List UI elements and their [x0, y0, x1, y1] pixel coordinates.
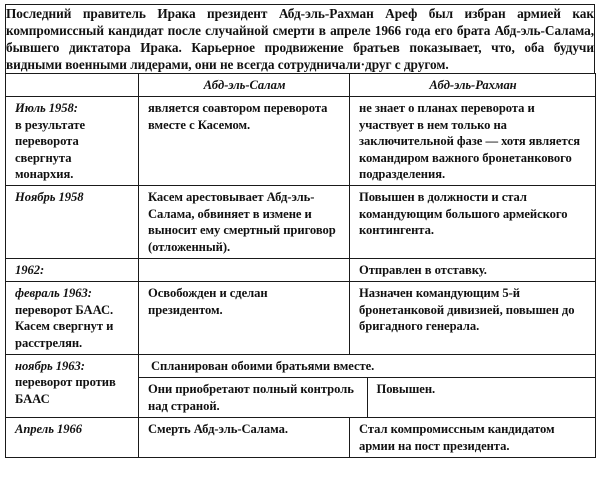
- period-detail: в результате переворота свергнута монархия.: [15, 117, 86, 181]
- period-label: ноябрь 1963:: [15, 358, 85, 373]
- period-label: Апрель 1966: [15, 422, 82, 437]
- row-period-cell: [6, 418, 139, 458]
- row-period-cell: [6, 354, 139, 417]
- row-salam-cell: Смерть Абд-эль-Салама.: [139, 418, 350, 458]
- row-period-cell: [6, 97, 139, 186]
- period-detail: переворот против БААС: [15, 375, 116, 406]
- table-row: [6, 186, 596, 259]
- table-body: [6, 97, 596, 458]
- period-label: Ноябрь 1958: [15, 190, 84, 205]
- row-rahman-cell: Отправлен в отставку.: [350, 258, 596, 281]
- header-row: [6, 73, 596, 96]
- header-salam: Абд-эль-Салам: [139, 73, 350, 96]
- row-salam-cell: Освобожден и сделан президентом.: [139, 282, 350, 355]
- row-rahman-cell: Стал компромиссным кандидатом армии на пост президента.: [350, 418, 596, 458]
- table-row: [6, 418, 596, 458]
- nested-detail-row: [139, 378, 595, 417]
- row-rahman-cell: Повышен в должности и стал командующим большого армейского контингента.: [350, 186, 596, 259]
- table-row: [6, 258, 596, 281]
- merged-note-cell: Спланирован обоими братьями вместе.: [139, 355, 595, 378]
- row-rahman-cell: не знает о планах переворота и участвует в нем только на заключительной фазе — хотя является командиром важного бронетанкового подразделения.: [350, 97, 596, 186]
- nested-split-table: [139, 355, 595, 417]
- table-row: [6, 282, 596, 355]
- intro-row: [6, 5, 595, 74]
- row-salam-cell: Они приобретают полный контроль над страной.: [139, 378, 367, 417]
- intro-box: [5, 4, 595, 74]
- table-row: [6, 97, 596, 186]
- header-period-column: [6, 73, 139, 96]
- row-period-cell: [6, 258, 139, 281]
- period-label: 1962:: [15, 262, 45, 277]
- intro-paragraph: Последний правитель Ирака президент Абд-эль-Рахман Ареф был избран армией как компромиссный кандидат после случайной смерти в апреле 1966 года его брата Абд-эль-Салама, бывшего диктатора Ирака. Карьерное продвижение братьев показывает, что, оба будучи видными военными лидерами, они не всегда сотрудничали·друг с другом.: [6, 6, 594, 73]
- header-rahman: Абд-эль-Рахман: [350, 73, 596, 96]
- row-salam-cell: Касем арестовывает Абд-эль-Салама, обвиняет в измене и выносит ему смертный приговор (отложенный).: [139, 186, 350, 259]
- row-salam-cell: является соавтором переворота вместе с Касемом.: [139, 97, 350, 186]
- period-detail: переворот БААС. Касем свергнут и расстрелян.: [15, 302, 114, 350]
- row-rahman-cell: Повышен.: [367, 378, 595, 417]
- row-period-cell: [6, 282, 139, 355]
- row-rahman-cell: Назначен командующим 5-й бронетанковой дивизией, повышен до бригадного генерала.: [350, 282, 596, 355]
- row-period-cell: [6, 186, 139, 259]
- period-label: февраль 1963:: [15, 286, 92, 301]
- merged-note-row: [139, 355, 595, 378]
- table-row: [6, 354, 596, 417]
- intro-cell: [6, 5, 595, 74]
- row-salam-cell: [139, 258, 350, 281]
- row-merged-host: [139, 354, 596, 417]
- period-label: Июль 1958:: [15, 101, 78, 116]
- comparison-table: [5, 73, 596, 458]
- table-header: [6, 73, 596, 96]
